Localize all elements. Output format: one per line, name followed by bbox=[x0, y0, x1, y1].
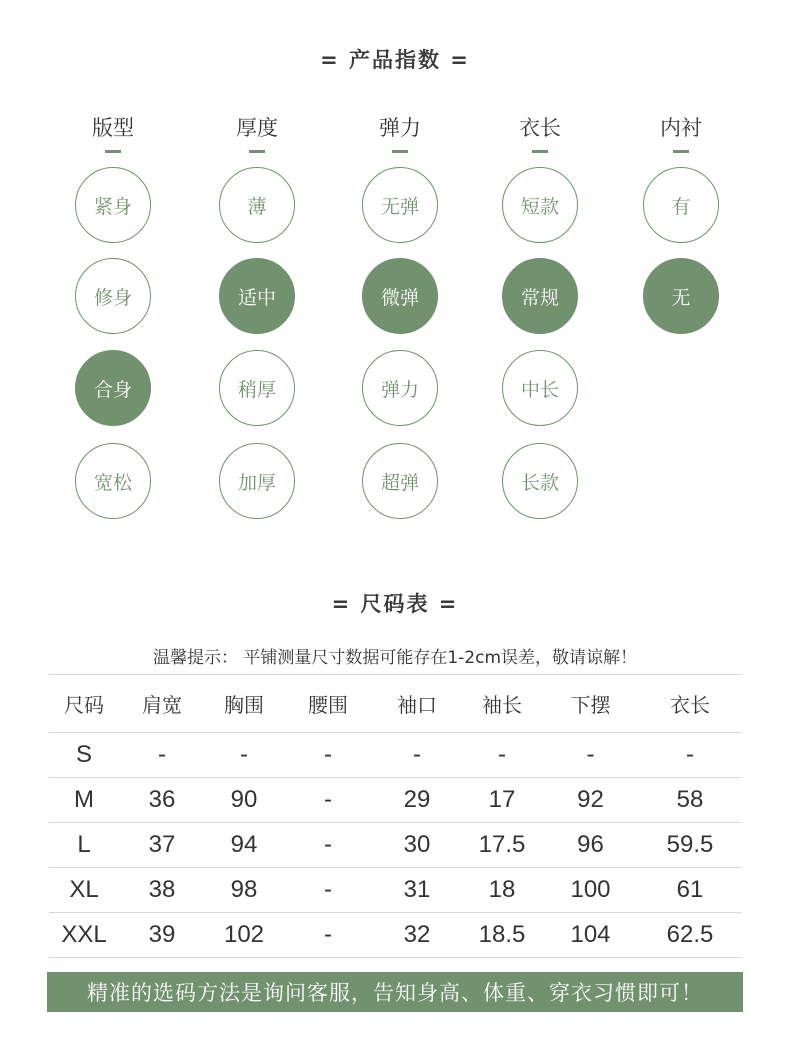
measurement-cell: - bbox=[283, 868, 373, 913]
index-option-selected: 无 bbox=[643, 258, 719, 334]
size-table bbox=[49, 674, 742, 958]
measurement-cell: 39 bbox=[119, 913, 205, 958]
table-row bbox=[49, 823, 742, 868]
index-option: 稍厚 bbox=[219, 350, 295, 426]
index-column-heading-label: 弹力 bbox=[379, 116, 421, 140]
measurement-cell: 62.5 bbox=[638, 913, 742, 958]
measurement-cell: 96 bbox=[543, 823, 638, 868]
index-option: 有 bbox=[643, 167, 719, 243]
size-table-header-cell: 腰围 bbox=[283, 675, 373, 733]
heading-underline bbox=[392, 150, 408, 153]
heading-underline bbox=[673, 150, 689, 153]
measurement-cell: - bbox=[373, 733, 461, 778]
size-chart-title: = 尺码表 = bbox=[331, 592, 459, 616]
measurement-cell: - bbox=[119, 733, 205, 778]
table-row bbox=[49, 778, 742, 823]
product-index-title: = 产品指数 = bbox=[320, 48, 470, 72]
index-column-heading bbox=[212, 112, 302, 153]
size-label-cell: XXL bbox=[49, 913, 119, 958]
measurement-cell: - bbox=[543, 733, 638, 778]
table-row bbox=[49, 868, 742, 913]
index-option: 无弹 bbox=[362, 167, 438, 243]
index-column-heading bbox=[355, 112, 445, 153]
index-option: 长款 bbox=[502, 443, 578, 519]
index-option: 修身 bbox=[75, 258, 151, 334]
index-option: 超弹 bbox=[362, 443, 438, 519]
heading-underline bbox=[249, 150, 265, 153]
index-column-heading-label: 厚度 bbox=[236, 116, 278, 140]
size-table-header-cell: 衣长 bbox=[638, 675, 742, 733]
measurement-cell: 37 bbox=[119, 823, 205, 868]
index-column-heading bbox=[495, 112, 585, 153]
measurement-cell: - bbox=[205, 733, 283, 778]
measurement-cell: 36 bbox=[119, 778, 205, 823]
table-row bbox=[49, 733, 742, 778]
measurement-cell: 104 bbox=[543, 913, 638, 958]
index-option-selected: 适中 bbox=[219, 258, 295, 334]
index-option: 薄 bbox=[219, 167, 295, 243]
measurement-cell: 38 bbox=[119, 868, 205, 913]
measurement-cell: 18 bbox=[461, 868, 543, 913]
heading-underline bbox=[105, 150, 121, 153]
measurement-cell: 98 bbox=[205, 868, 283, 913]
measurement-cell: 102 bbox=[205, 913, 283, 958]
index-option: 弹力 bbox=[362, 350, 438, 426]
index-option-selected: 微弹 bbox=[362, 258, 438, 334]
measurement-cell: 29 bbox=[373, 778, 461, 823]
measurement-cell: 32 bbox=[373, 913, 461, 958]
measurement-cell: 17 bbox=[461, 778, 543, 823]
index-column-heading bbox=[636, 112, 726, 153]
index-column-heading-label: 版型 bbox=[92, 116, 134, 140]
measurement-cell: 92 bbox=[543, 778, 638, 823]
index-option: 加厚 bbox=[219, 443, 295, 519]
measurement-cell: - bbox=[283, 823, 373, 868]
size-table-header bbox=[49, 675, 742, 733]
size-table-header-cell: 胸围 bbox=[205, 675, 283, 733]
measurement-cell: 58 bbox=[638, 778, 742, 823]
measurement-cell: - bbox=[283, 733, 373, 778]
heading-underline bbox=[532, 150, 548, 153]
size-table-header-cell: 袖口 bbox=[373, 675, 461, 733]
measurement-cell: 90 bbox=[205, 778, 283, 823]
measurement-cell: 59.5 bbox=[638, 823, 742, 868]
size-table-header-cell: 下摆 bbox=[543, 675, 638, 733]
measurement-cell: 94 bbox=[205, 823, 283, 868]
sizing-advice-banner: 精准的选码方法是询问客服，告知身高、体重、穿衣习惯即可！ bbox=[47, 972, 743, 1012]
index-column-heading-label: 内衬 bbox=[660, 116, 702, 140]
size-table-header-cell: 袖长 bbox=[461, 675, 543, 733]
measurement-cell: - bbox=[461, 733, 543, 778]
table-row bbox=[49, 913, 742, 958]
index-option-selected: 常规 bbox=[502, 258, 578, 334]
measurement-cell: 30 bbox=[373, 823, 461, 868]
measurement-cell: 18.5 bbox=[461, 913, 543, 958]
index-option: 宽松 bbox=[75, 443, 151, 519]
index-option: 短款 bbox=[502, 167, 578, 243]
index-option-selected: 合身 bbox=[75, 350, 151, 426]
measurement-cell: 61 bbox=[638, 868, 742, 913]
index-column-heading bbox=[68, 112, 158, 153]
index-column-heading-label: 衣长 bbox=[519, 116, 561, 140]
size-chart-tip: 温馨提示： 平铺测量尺寸数据可能存在1-2cm误差，敬请谅解！ bbox=[152, 648, 638, 668]
measurement-cell: 31 bbox=[373, 868, 461, 913]
size-table-header-cell: 肩宽 bbox=[119, 675, 205, 733]
size-label-cell: S bbox=[49, 733, 119, 778]
measurement-cell: 100 bbox=[543, 868, 638, 913]
size-label-cell: XL bbox=[49, 868, 119, 913]
size-table-header-cell: 尺码 bbox=[49, 675, 119, 733]
measurement-cell: - bbox=[638, 733, 742, 778]
measurement-cell: - bbox=[283, 778, 373, 823]
index-option: 中长 bbox=[502, 350, 578, 426]
index-option: 紧身 bbox=[75, 167, 151, 243]
size-table-body bbox=[49, 733, 742, 958]
size-label-cell: M bbox=[49, 778, 119, 823]
measurement-cell: 17.5 bbox=[461, 823, 543, 868]
measurement-cell: - bbox=[283, 913, 373, 958]
size-label-cell: L bbox=[49, 823, 119, 868]
